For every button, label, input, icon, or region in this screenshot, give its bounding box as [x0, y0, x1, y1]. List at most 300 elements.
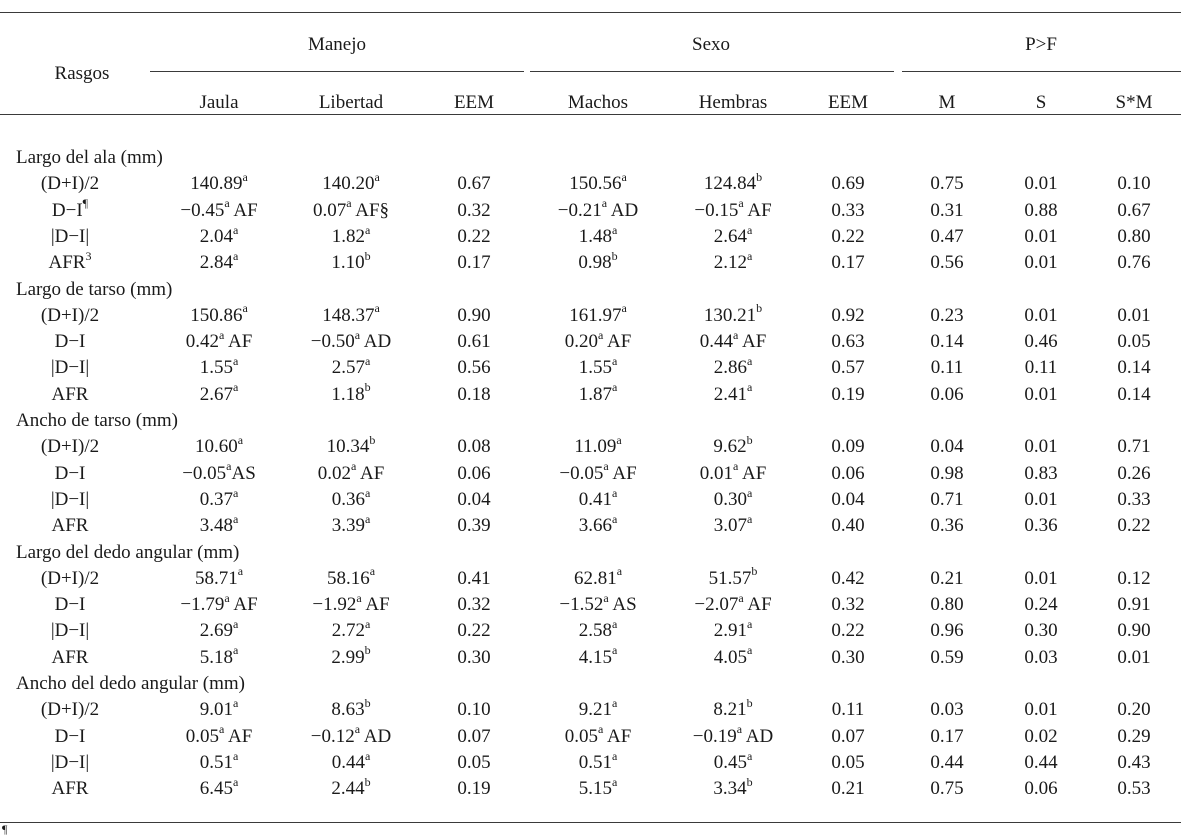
cell-value: 0.18 — [457, 383, 491, 405]
table-cell — [1024, 777, 1057, 801]
row-label-text: AFR — [51, 778, 89, 800]
cell-value: −0.19 — [692, 725, 737, 747]
table-cell — [831, 383, 864, 407]
cell-value: 0.44 — [1024, 751, 1058, 773]
cell-superscript: a — [621, 169, 627, 184]
table-cell — [1024, 251, 1057, 275]
row-label — [41, 172, 99, 196]
cell-value: 0.30 — [457, 646, 491, 668]
table-cell — [1117, 462, 1150, 486]
cell-superscript: a — [232, 222, 239, 237]
cell-value: 0.04 — [457, 488, 491, 510]
cell-value: 3.66 — [578, 515, 612, 537]
table-cell — [559, 590, 637, 617]
cell-value: 1.18 — [331, 383, 365, 405]
table-cell — [831, 488, 864, 512]
table-cell — [1024, 383, 1057, 407]
table-cell — [1117, 488, 1150, 512]
table-cell — [831, 172, 864, 196]
cell-value: 1.82 — [331, 225, 365, 247]
cell-superscript: a — [732, 459, 739, 474]
row-label-text: (D+I)/2 — [40, 567, 100, 589]
cell-superscript: a — [346, 196, 352, 211]
table-cell — [831, 567, 864, 591]
table-cell — [1117, 356, 1150, 380]
table-cell — [199, 695, 239, 722]
cell-value: 0.11 — [930, 357, 964, 379]
row-label — [52, 777, 89, 801]
table-cell — [1024, 698, 1057, 722]
cell-value: 0.36 — [331, 488, 365, 510]
cell-value: 0.06 — [930, 383, 964, 405]
cell-value: 1.10 — [331, 252, 365, 274]
cell-value: 124.84 — [703, 173, 757, 195]
cell-value: 0.22 — [457, 225, 491, 247]
table-cell — [930, 777, 963, 801]
col-header-sxm: S*M — [1115, 92, 1153, 113]
table-cell — [708, 564, 758, 591]
table-cell — [190, 169, 248, 196]
table-cell — [310, 327, 392, 354]
table-cell — [579, 619, 618, 643]
cell-value: 0.30 — [713, 488, 747, 510]
cell-superscript: a — [746, 380, 753, 395]
table-cell — [694, 590, 772, 617]
cell-superscript: a — [237, 564, 244, 579]
cell-value: 0.67 — [1117, 199, 1151, 221]
row-label-sup: 3 — [85, 248, 92, 263]
cell-superscript: a — [364, 485, 371, 500]
table-cell — [200, 356, 239, 380]
table-cell — [831, 356, 864, 380]
cell-value: 0.76 — [1117, 252, 1151, 274]
cell-value: 0.36 — [930, 515, 964, 537]
table-cell — [930, 462, 963, 486]
cell-superscript: a — [354, 327, 361, 342]
table-cell — [1024, 593, 1057, 617]
cell-tag: AF — [603, 725, 632, 747]
table-cell — [578, 380, 618, 407]
table-cell — [832, 698, 865, 722]
cell-value: 0.14 — [1117, 357, 1151, 379]
table-cell — [1024, 304, 1057, 328]
table-cell — [930, 646, 963, 670]
table-cell — [1117, 619, 1150, 643]
cell-superscript: b — [746, 695, 753, 710]
cell-value: 2.67 — [199, 383, 233, 405]
table-cell — [457, 356, 490, 380]
table-cell — [699, 327, 767, 354]
table-cell — [199, 222, 239, 249]
row-label-text: AFR — [51, 383, 89, 405]
table-cell — [564, 327, 632, 354]
cell-value: −0.50 — [310, 331, 355, 353]
cell-value: 0.17 — [930, 725, 964, 747]
row-label-text: D−I — [51, 199, 83, 221]
table-cell — [1024, 514, 1057, 538]
cell-value: 0.22 — [831, 620, 865, 642]
table-cell — [931, 356, 964, 380]
cell-value: 0.30 — [831, 646, 865, 668]
table-cell — [1024, 646, 1057, 670]
cell-value: 0.21 — [930, 567, 964, 589]
row-label-text: D−I — [54, 725, 86, 747]
table-cell — [326, 432, 376, 459]
table-cell — [457, 435, 490, 459]
cell-superscript: a — [616, 564, 623, 579]
cell-value: 0.75 — [930, 778, 964, 800]
table-cell — [578, 222, 618, 249]
cell-superscript: b — [751, 564, 758, 579]
cell-tag: AD — [360, 725, 392, 747]
cell-value: 0.14 — [930, 331, 964, 353]
manejo-group-rule — [150, 71, 524, 72]
table-cell — [713, 774, 753, 801]
table-cell — [185, 722, 253, 749]
table-cell — [714, 619, 753, 643]
table-cell — [457, 383, 490, 407]
cell-value: 0.36 — [1024, 515, 1058, 537]
table-cell — [930, 488, 963, 512]
cell-superscript: a — [611, 222, 618, 237]
table-cell — [1117, 646, 1150, 670]
table-cell — [692, 722, 774, 749]
cell-tag: AD — [360, 331, 392, 353]
cell-value: 1.87 — [578, 383, 612, 405]
cell-value: 0.07 — [457, 725, 491, 747]
cell-value: 58.71 — [194, 567, 238, 589]
cell-value: 0.10 — [1117, 173, 1151, 195]
cell-superscript: a — [232, 354, 239, 369]
row-label-text: (D+I)/2 — [40, 436, 100, 458]
cell-value: 51.57 — [708, 567, 752, 589]
table-cell — [713, 380, 753, 407]
cell-value: 0.39 — [457, 515, 491, 537]
table-cell — [1024, 199, 1057, 223]
row-label-text: (D+I)/2 — [40, 699, 100, 721]
cell-superscript: a — [232, 617, 239, 632]
table-cell — [930, 199, 963, 223]
cell-value: 0.14 — [1117, 383, 1151, 405]
cell-value: 0.23 — [930, 304, 964, 326]
cell-superscript: b — [364, 695, 371, 710]
table-cell — [1024, 619, 1057, 643]
table-cell — [578, 485, 618, 512]
table-cell — [1025, 356, 1058, 380]
cell-value: 0.01 — [1024, 488, 1058, 510]
cell-superscript: b — [746, 774, 753, 789]
table-cell — [312, 590, 390, 617]
cell-superscript: a — [232, 380, 239, 395]
cell-tag: AF — [743, 594, 772, 616]
table-cell — [578, 748, 618, 775]
table-cell — [713, 432, 753, 459]
table-cell — [331, 380, 371, 407]
top-rule — [0, 12, 1181, 13]
table-cell — [831, 619, 864, 643]
section-title: Largo del dedo angular (mm) — [16, 541, 240, 563]
table-cell — [930, 383, 963, 407]
cell-superscript: a — [611, 354, 618, 369]
cell-superscript: a — [232, 695, 239, 710]
cell-value: 0.17 — [457, 252, 491, 274]
cell-value: 0.20 — [564, 331, 598, 353]
col-header-m: M — [938, 92, 956, 113]
cell-superscript: a — [218, 327, 225, 342]
cell-superscript: a — [621, 301, 627, 316]
cell-value: −0.45 — [180, 199, 225, 221]
cell-superscript: a — [232, 643, 239, 658]
cell-value: 9.01 — [199, 699, 233, 721]
cell-value: 0.90 — [457, 304, 491, 326]
cell-tag: AD — [607, 199, 639, 221]
table-cell — [1024, 330, 1057, 354]
cell-value: 1.55 — [199, 357, 233, 379]
cell-value: −2.07 — [694, 594, 739, 616]
table-cell — [457, 698, 490, 722]
table-cell — [1117, 199, 1150, 223]
cell-superscript: a — [746, 485, 753, 500]
cell-superscript: a — [746, 222, 753, 237]
cell-superscript: a — [237, 432, 244, 447]
table-cell — [578, 511, 618, 538]
row-label-text: |D−I| — [50, 357, 90, 379]
cell-value: 2.04 — [199, 225, 233, 247]
table-cell — [326, 564, 376, 591]
cell-value: 0.71 — [930, 488, 964, 510]
cell-superscript: a — [611, 774, 618, 789]
cell-value: 0.45 — [713, 751, 747, 773]
table-cell — [1117, 593, 1150, 617]
table-cell — [578, 248, 618, 275]
cell-value: 0.33 — [1117, 488, 1151, 510]
table-cell — [312, 196, 390, 223]
table-cell — [703, 301, 763, 328]
cell-value: −1.79 — [180, 594, 225, 616]
cell-superscript: b — [369, 432, 376, 447]
cell-superscript: a — [226, 459, 232, 474]
cell-value: 161.97 — [569, 304, 622, 326]
table-cell — [457, 751, 490, 775]
table-cell — [574, 432, 622, 459]
cell-value: 0.41 — [457, 567, 491, 589]
row-label — [51, 225, 89, 249]
cell-value: 0.19 — [831, 383, 865, 405]
cell-value: 0.08 — [457, 436, 491, 458]
table-cell — [713, 485, 753, 512]
table-cell — [573, 564, 623, 591]
cell-value: 0.32 — [457, 594, 491, 616]
table-cell — [332, 356, 371, 380]
cell-superscript: a — [374, 169, 380, 184]
table-cell — [331, 643, 371, 670]
cell-value: −0.21 — [557, 199, 602, 221]
table-cell — [199, 380, 239, 407]
table-cell — [930, 304, 963, 328]
table-cell — [930, 698, 963, 722]
cell-value: 0.22 — [831, 225, 865, 247]
table-cell — [1117, 304, 1150, 328]
table-cell — [331, 774, 371, 801]
cell-superscript: a — [732, 327, 739, 342]
table-cell — [1117, 567, 1150, 591]
col-header-libertad: Libertad — [318, 92, 384, 113]
cell-superscript: a — [232, 485, 239, 500]
cell-tag: AF — [608, 462, 637, 484]
cell-value: 0.01 — [1117, 304, 1151, 326]
cell-value: 0.01 — [699, 462, 733, 484]
cell-superscript: a — [369, 564, 376, 579]
cell-superscript: a — [232, 774, 239, 789]
col-header-eem-manejo: EEM — [453, 92, 495, 113]
cell-superscript: a — [364, 222, 371, 237]
table-cell — [1024, 225, 1057, 249]
cell-value: 0.09 — [831, 436, 865, 458]
cell-value: 0.71 — [1117, 436, 1151, 458]
cell-value: 0.01 — [1024, 383, 1058, 405]
table-cell — [180, 590, 258, 617]
row-label-text: AFR — [51, 515, 89, 537]
cell-tag: AF — [229, 594, 258, 616]
cell-tag: AF — [224, 331, 253, 353]
cell-tag: AF§ — [351, 199, 390, 221]
table-cell — [713, 222, 753, 249]
table-cell — [457, 567, 490, 591]
row-label-text: |D−I| — [50, 751, 90, 773]
table-cell — [930, 514, 963, 538]
table-cell — [1117, 514, 1150, 538]
cell-superscript: a — [611, 380, 618, 395]
row-label — [48, 248, 92, 275]
cell-value: 130.21 — [703, 304, 757, 326]
table-cell — [578, 774, 618, 801]
table-cell — [714, 356, 753, 380]
cell-value: 0.22 — [457, 620, 491, 642]
table-cell — [457, 777, 490, 801]
cell-value: 0.11 — [831, 699, 865, 721]
cell-superscript: a — [364, 354, 371, 369]
table-cell — [1024, 725, 1057, 749]
cell-value: 2.86 — [713, 357, 747, 379]
table-cell — [831, 304, 864, 328]
cell-value: 0.31 — [930, 199, 964, 221]
table-cell — [194, 564, 244, 591]
table-cell — [831, 330, 864, 354]
table-cell — [1024, 462, 1057, 486]
cell-value: 0.32 — [831, 594, 865, 616]
table-cell — [831, 514, 864, 538]
row-label-text: D−I — [54, 331, 86, 353]
table-cell — [199, 643, 239, 670]
table-cell — [457, 514, 490, 538]
cell-superscript: a — [603, 459, 609, 474]
row-label — [51, 751, 89, 775]
cell-value: 2.69 — [199, 620, 233, 642]
table-cell — [930, 725, 963, 749]
cell-superscript: a — [374, 301, 380, 316]
cell-value: 0.01 — [1024, 225, 1058, 247]
table-cell — [831, 593, 864, 617]
table-cell — [713, 248, 753, 275]
table-cell — [557, 196, 639, 223]
section-title: Ancho de tarso (mm) — [16, 410, 178, 431]
cell-value: 0.98 — [930, 462, 964, 484]
cell-value: 0.88 — [1024, 199, 1058, 221]
cell-superscript: a — [232, 248, 239, 263]
cell-tag: AF — [229, 199, 258, 221]
cell-superscript: a — [736, 722, 743, 737]
cell-value: 0.10 — [457, 699, 491, 721]
cell-value: 0.92 — [831, 304, 865, 326]
cell-value: 0.04 — [831, 488, 865, 510]
table-cell — [457, 462, 490, 486]
sexo-header: Sexo — [692, 34, 730, 55]
table-cell — [930, 330, 963, 354]
cell-value: 1.48 — [578, 225, 612, 247]
col-header-machos: Machos — [567, 92, 629, 113]
table-cell — [1117, 172, 1150, 196]
cell-superscript: a — [746, 511, 753, 526]
cell-value: 2.12 — [713, 252, 747, 274]
cell-value: 0.01 — [1117, 646, 1151, 668]
cell-value: 10.60 — [194, 436, 238, 458]
cell-value: 0.42 — [185, 331, 219, 353]
cell-superscript: a — [611, 485, 618, 500]
table-cell — [713, 511, 753, 538]
table-cell — [694, 196, 772, 223]
cell-value: 0.46 — [1024, 331, 1058, 353]
cell-value: 0.80 — [930, 594, 964, 616]
table-cell — [1024, 172, 1057, 196]
cell-value: 0.96 — [930, 620, 964, 642]
cell-value: 4.15 — [578, 646, 612, 668]
table-cell — [713, 643, 753, 670]
table-cell — [331, 748, 371, 775]
cell-value: 0.53 — [1117, 778, 1151, 800]
row-label — [51, 488, 89, 512]
cell-value: 0.44 — [930, 751, 964, 773]
table-cell — [1117, 251, 1150, 275]
table-cell — [457, 619, 490, 643]
row-label-text: D−I — [54, 594, 86, 616]
cell-value: 0.41 — [578, 488, 612, 510]
row-label-sup: ¶ — [82, 196, 89, 211]
table-cell — [322, 169, 380, 196]
table-cell — [457, 199, 490, 223]
row-label-text: (D+I)/2 — [40, 173, 100, 195]
cell-value: 0.01 — [1024, 252, 1058, 274]
cell-superscript: a — [350, 459, 357, 474]
cell-superscript: a — [224, 196, 230, 211]
cell-superscript: a — [354, 722, 361, 737]
cell-value: −0.05 — [182, 462, 227, 484]
cell-superscript: a — [224, 590, 230, 605]
cell-value: 140.20 — [322, 173, 375, 195]
cell-value: 0.06 — [457, 462, 491, 484]
cell-superscript: a — [242, 169, 248, 184]
table-cell — [457, 330, 490, 354]
cell-value: 0.19 — [457, 778, 491, 800]
cell-value: 140.89 — [190, 173, 243, 195]
table-cell — [1117, 383, 1150, 407]
cell-value: 0.44 — [331, 751, 365, 773]
cell-value: 3.34 — [713, 778, 747, 800]
cell-value: 0.01 — [1024, 436, 1058, 458]
table-cell — [831, 251, 864, 275]
row-label — [41, 435, 99, 459]
cell-value: 0.01 — [1024, 173, 1058, 195]
table-cell — [1117, 330, 1150, 354]
